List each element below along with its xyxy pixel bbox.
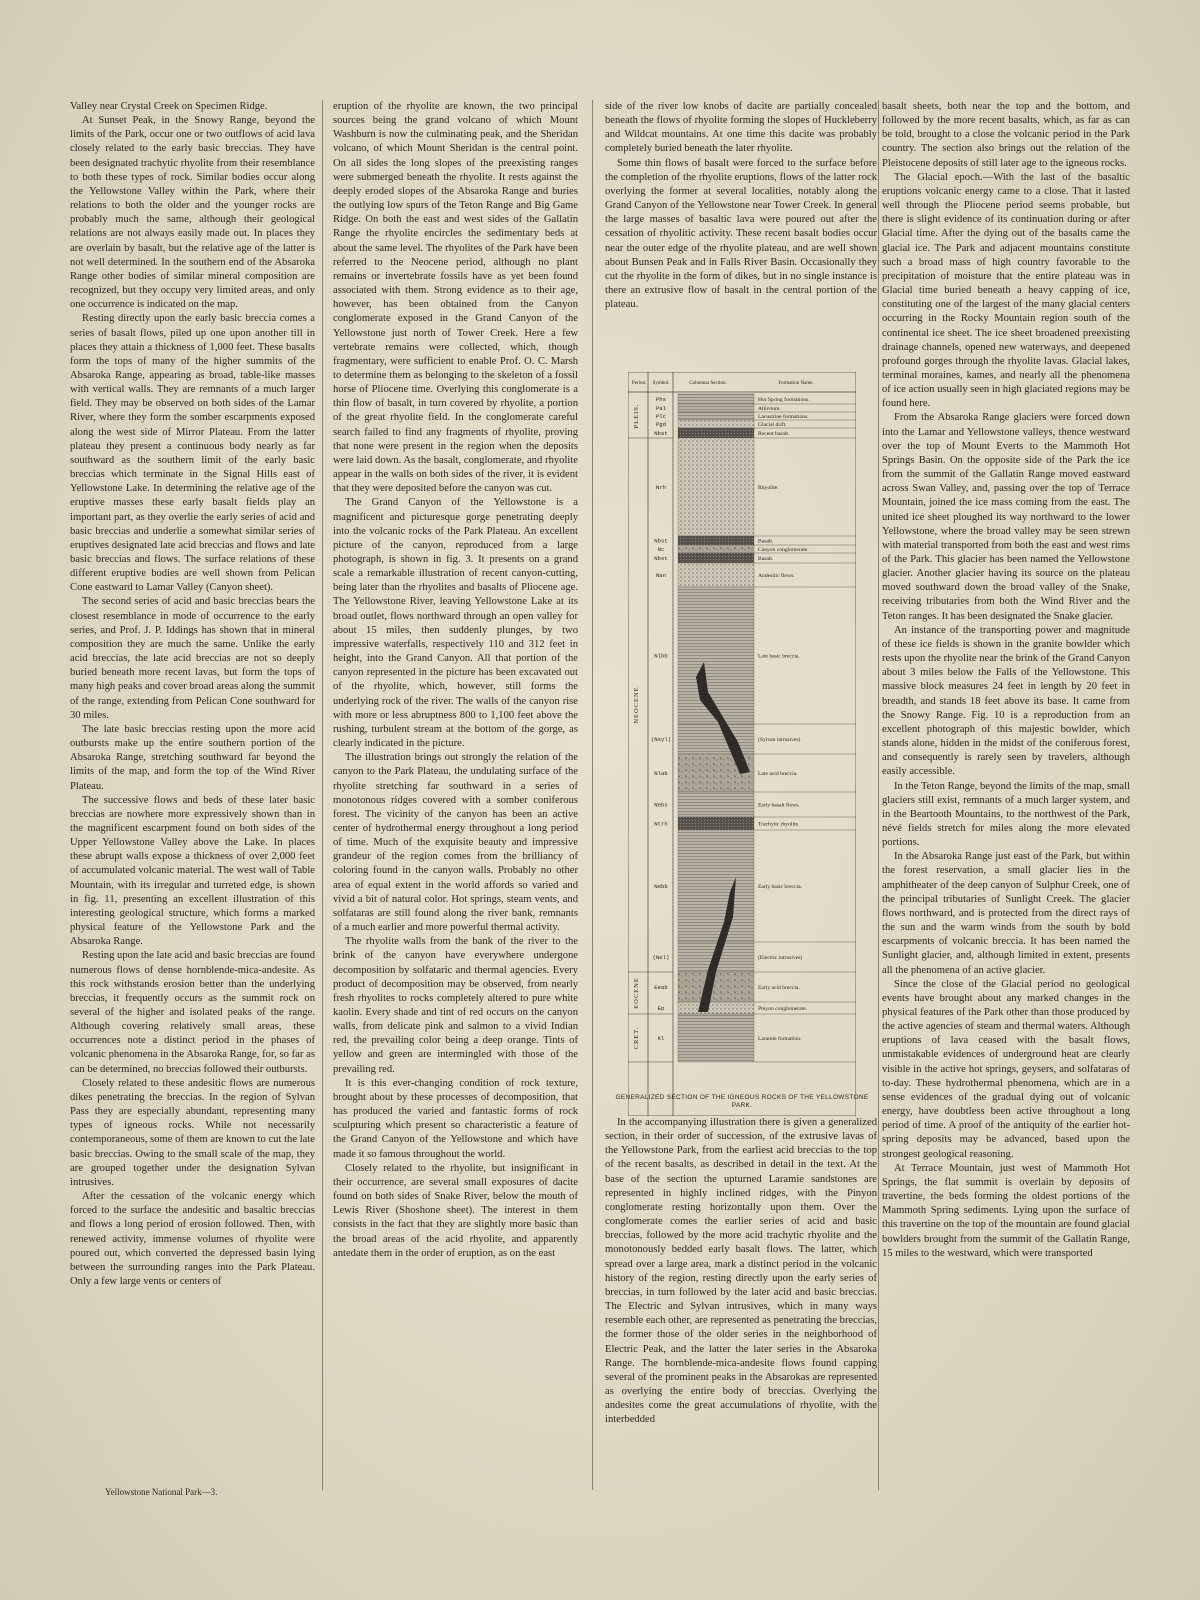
formation-name: Basalt. [758, 538, 774, 545]
paragraph: Resting directly upon the early basic breccia comes a series of basalt flows, piled up one upon another till in places they attain a thickness of 1,000 feet. These basalts form the tops of many of the higher summits of the Absaroka Range, appearing as broad, table-like masses with vertical walls. They are remnants of a much larger field. They may be observed on both sides of the Lamar River, where they form the somber escarpments exposed along the west side of Mirror Plateau. From the latter plateau they present a continuous body nearly as far southward as the southern limit of the early basic breccias which terminate in the Signal Hills east of Yellowstone Lake. In determining the relative age of the eruptive masses these early basalt fields play an important part, as they overlie the early series of acid and basic breccias and underlie a somewhat similar series of eruptives designated late acid breccias and flows and late basic breccias and flows. The surface relations of these different eruptive bodies are well shown from Pelican Cone eastward to Lamar Valley (Canyon sheet). [70, 313, 315, 594]
formation-name: Canyon conglomerate. [758, 547, 809, 553]
column-rule [592, 100, 593, 1490]
paragraph: The Grand Canyon of the Yellowstone is a magnificent and picturesque gorge penetrating deeply into the volcanic rocks of the Park Plateau. An excellent picture of the canyon, reproduced from a large photograph, is shown in fig. 3. It presents on a grand scale a remarkable illustration of recent canyon-cutting, being later than the rhyolites and basalts of Pliocene age. The Yellowstone River, leaving Yellowstone Lake at its broad outlet, flows northward through an open valley for about 15 miles, then suddenly plunges, by two impressive waterfalls, respectively 110 and 312 feet in height, into the Grand Canyon. All that portion of the canyon represented in the picture has been excavated out of the rhyolite, which, however, still forms the underlying rock of the river. The walls of the canyon rise with more or less abruptness 800 to 1,100 feet above the rushing, turbulent stream at the bottom of the gorge, as clearly indicated in the picture. [333, 497, 578, 750]
paragraph: In the Absaroka Range just east of the Park, but within the forest reservation, a small glacier lies in the amphitheater of the deep canyon of Sulphur Creek, one of the principal tributaries of Sunlight Creek. The glacier flows northward, and is protected from the direct rays of the sun and the warm winds from the south by bold escarpments of volcanic breccia. It has been named the Sunlight glacier, and, although limited in extent, presents all the phenomena of an active glacier. [882, 851, 1130, 976]
paragraph: The second series of acid and basic breccias bears the closest resemblance in mode of occurrence to the early series, and Prof. J. P. Iddings has shown that in mineral composition they are much the same. Unlike the early acid breccias, the late acid breccias are not so deeply buried beneath more recent lavas, but form the tops of many high peaks and cover broad areas along the summit of the range, extending from Pelican Cone southward for 30 miles. [70, 596, 315, 721]
section-layer [678, 724, 754, 754]
section-layer [678, 792, 754, 817]
formation-symbol: Nebb [654, 883, 668, 890]
formation-name: Trachytic rhyolite. [758, 821, 800, 828]
paragraph: The illustration brings out strongly the relation of the canyon to the Park Plateau, the undulating surface of the rhyolite stretching far southward in a series of monotonous ridges covered with a somber coniferous forest. The vicinity of the canyon has been an active center of hydrothermal energy throughout a long period of time. Much of the exquisite beauty and impressive grandeur of the region comes from the brilliancy of coloring found in the canyon walls. Probably no other area of equal extent in the world affords so varied and vivid a bit of natural color. Hot springs, steam vents, and solfataras are still found along the river bank, remnants of a much earlier and more powerful thermal activity. [333, 752, 578, 934]
formation-name: Laramie formation. [758, 1036, 802, 1042]
formation-name: Late basic breccia. [758, 653, 800, 660]
formation-name: Hot Spring formations. [758, 397, 810, 403]
section-layer [678, 545, 754, 553]
paragraph: Closely related to the rhyolite, but insignificant in their occurrence, are several small exposures of dacite found on both sides of Snake River, below the mouth of Lewis River (Shoshone sheet). The interest in them consists in the fact that they are slightly more basic than the broad areas of the acid rhyolite, and apparently antedate them in the order of eruption, as on the east [333, 1162, 578, 1259]
period-label: NEOCENE [633, 686, 640, 724]
formation-name: Early basalt flows. [758, 802, 800, 809]
paragraph: In the Teton Range, beyond the limits of the map, small glaciers still exist, remnants of a much larger system, and in the Beartooth Mountains, to the northwest of the Park, névé fields stretch for miles along the more elevated portions. [882, 780, 1130, 849]
formation-symbol: Nbst [654, 430, 668, 437]
period-label: PLEIS. [633, 403, 640, 429]
paragraph: The successive flows and beds of these later basic breccias are nowhere more expressively shown than in the magnificent escarpment found on both sides of the Upper Yellowstone Valley above the Lake. In places these abrupt walls expose a thickness of over 2,000 feet of accumulated volcanic material. The west wall of Table Mountain, with its irregular and turreted edge, is shown in fig. 11, presenting an excellent illustration of this interesting geological structure, which forms a marked physical feature of the Yellowstone Park and the Absaroka Range. [70, 794, 315, 948]
section-layer [678, 428, 754, 438]
formation-symbol: Nebs [654, 801, 668, 809]
section-layer [678, 404, 754, 412]
paragraph: In the accompanying illustration there is given a generalized section, in their order of succession, of the extrusive lavas of the Yellowstone Park, from the earliest acid breccias to the top of the recent basalts, as described in detail in the text. At the base of the section the upturned Laramie sandstones are represented in highly inclined ridges, with the Pinyon conglomerate resting horizontally upon them. Over the conglomerate comes the earlier series of acid and basic breccias, followed by the more acid trachytic rhyolite and the monotonously bedded early basalt flows. The latter, which spread over a large area, mark a distinct period in the volcanic history of the region, resting directly upon the early series of breccias, in turn followed by the later acid and basic breccias. The Electric and Sylvan intrusives, which in many ways resemble each other, are represented as penetrating the breccias, the former those of the older series in the neighborhood of Electric Peak, and the latter the later series in the Absaroka Range. The hornblende-mica-andesite flows found capping several of the prominent peaks in the Absarokas are represented as overlying the entire body of breccias. Overlying the andesites come the great accumulations of rhyolite, with the interbedded [605, 1117, 877, 1426]
paragraph: After the cessation of the volcanic energy which forced to the surface the andesitic and basaltic breccias and flows a long period of erosion followed. Then, with renewed activity, immense volumes of rhyolite were poured out, which converted the depressed basin lying between the surrounding ranges into the Park Plateau. Only a few large vents or centers of [70, 1191, 315, 1287]
formation-symbol: Ep [657, 1005, 665, 1012]
section-layer [678, 563, 754, 587]
paragraph: basalt sheets, both near the top and the bottom, and followed by the more recent basalts, which, as far as can be told, brought to a close the volcanic period in the Park country. The section also brings out the relation of the Pleistocene deposits of still later age to the igneous rocks. [882, 101, 1130, 169]
period-label: CRET. [633, 1026, 640, 1050]
section-layer [678, 1002, 754, 1014]
section-layer [678, 1014, 754, 1062]
paragraph: eruption of the rhyolite are known, the two principal sources being the grand volcano of which Mount Washburn is now the culminating peak, and the Sheridan volcano, of which Mount Sheridan is the central point. On all sides the long slopes of the preexisting ranges were submerged beneath the rhyolite. It rests against the deeply eroded slopes of the Absaroka Range and buries the outlying low spurs of the Teton Range and Big Game Ridge. On both the east and west sides of the Gallatin Range the rhyolite encircles the sedimentary beds at about the same level. The rhyolites of the Park have been referred to the Neocene period, although no plant remains or invertebrate fossils have as yet been found associated with them. Strong evidence as to their age, however, has been obtained from the Canyon conglomerate exposed in the Grand Canyon of the Yellowstone just north of Tower Creek. Here a few vertebrate remains were collected, which, though fragmentary, were sufficient to enable Prof. O. C. Marsh to determine them as belonging to the skeleton of a fossil horse of Pliocene time. Overlying this conglomerate is a thin flow of basalt, in turn covered by rhyolite, a portion of the great rhyolite field. In the conglomerate careful search failed to find any fragments of rhyolite, proving that none were present in the region when the deposits were laid down. As the basalt, conglomerate, and rhyolite appear in the walls on both sides of the river, it is evident that they were deposited before the canyon was cut. [333, 101, 578, 495]
text-column-4 [882, 100, 1130, 1500]
paragraph: From the Absaroka Range glaciers were forced down into the Lamar and Yellowstone valleys, thence westward over the top of Mount Everts to the Mammoth Hot Springs Basin. On the opposite side of the Park the ice from the summit of the Gallatin Range moved eastward across Swan Valley, and, passing over the top of Terrace Mountain, joined the ice mass coming from the east. The united ice sheet ploughed its way northward to the lower Yellowstone, where the broad valley may be seen strewn with material transported from both the east and west rims of the Park. This glacier has been named the Yellowstone glacier. Another glacier having its source on the plateau moved southward down the broad valley of the Snake, receiving tributaries from both the Wind River and the Teton ranges. It has been designated the Snake glacier. [882, 412, 1130, 622]
formation-symbol: Ntrh [654, 820, 668, 828]
formation-symbol: Nan [655, 572, 667, 579]
column-rule [322, 100, 323, 1490]
paragraph: The Glacial epoch.—With the last of the basaltic eruptions volcanic energy came to a close. That it lasted well through the Pliocene period seems probable, but there is slight evidence of its continuation during or after Glacial time. After the dying out of the basalts came the glacial ice. The Park and adjacent mountains constitute such a broad mass of high country favorable to the precipitation of moisture that the entire plateau was in Glacial time buried beneath a heavy capping of ice, constituting one of the largest of the many glacial centers occurring in the Rocky Mountain region south of the continental ice sheet. The ice sheet broadened preexisting drainage channels, opened new waterways, and deepened profound gorges through the rhyolite lavas. Glacial lakes, terminal moraines, kames, and nearly all the phenomena of ice action usually seen in high glaciated regions may be found here. [882, 171, 1130, 410]
section-layer [678, 394, 754, 404]
section-layer [678, 438, 754, 536]
period-label: EOCENE [633, 977, 640, 1009]
paragraph: The late basic breccias resting upon the more acid outbursts make up the entire southern portion of the Absaroka Range, stretching southward far beyond the limits of the map, and form the top of the Wind River Plateau. [70, 723, 315, 792]
page-footer: Yellowstone National Park—3. [105, 1487, 218, 1497]
formation-name: Glacial drift. [758, 422, 787, 428]
section-layer [678, 536, 754, 545]
figure-header-symbol: Symbol. [652, 381, 670, 386]
paragraph: At Terrace Mountain, just west of Mammoth Hot Springs, the flat summit is overlain by deposits of travertine, the beds forming the oldest portions of the Mammoth Spring sediments. Lying upon the surface of this travertine on the top of the mountain are found glacial bowlders brought from the summit of the Gallatin Range, 15 miles to the westward, which were transported [882, 1162, 1130, 1259]
formation-name: Basalt. [758, 556, 774, 562]
formation-symbol: Nbst [654, 537, 668, 545]
formation-symbol: (Nsyl) [650, 736, 672, 743]
formation-symbol: Nbst [654, 555, 668, 562]
section-layer [678, 553, 754, 563]
formation-symbol: (Nel) [652, 954, 670, 961]
generalized-section-figure [628, 372, 856, 1116]
section-layer [678, 420, 754, 428]
paragraph: side of the river low knobs of dacite are partially concealed beneath the flows of rhyolite forming the slopes of Huckleberry and Wildcat mountains. At one time this dacite was probably completely buried beneath the later rhyolite. [605, 101, 877, 155]
formation-symbol: Kl [657, 1035, 665, 1042]
formation-symbol: Nlab [654, 770, 668, 777]
paragraph: Resting upon the late acid and basic breccias are found numerous flows of dense hornblende-mica-andesite. As this rock withstands erosion better than the underlying breccias, it frequently occurs as the summit rock on several of the higher and isolated peaks of the range. Although covering relatively small areas, these occurrences note a distinct period in the phases of volcanic phenomena in the Absaroka Range, for, so far as can be determined, no breccias followed their outbursts. [70, 950, 315, 1075]
paragraph: It is this ever-changing condition of rock texture, brought about by these processes of decomposition, that has produced the varied and fantastic forms of rock sculpturing which present so characteristic a feature of the Grand Canyon of the Yellowstone and which have made it so famous throughout the world. [333, 1077, 578, 1160]
formation-name: Rhyolite. [758, 485, 779, 491]
formation-name: (Electric intrusives) [758, 955, 803, 961]
section-layer [678, 587, 754, 724]
text-column-2 [333, 100, 578, 1500]
figure-header-column: Columnar Section. [689, 381, 727, 386]
text-column-3-continued [605, 1116, 877, 1427]
formation-symbol: Pgd [655, 421, 667, 428]
formation-name: Recent basalt. [758, 431, 790, 437]
formation-symbol: Phs [655, 396, 667, 403]
figure-header-period: Period. [632, 381, 647, 386]
formation-name: (Sylvan intrusives) [758, 737, 801, 743]
paragraph: The rhyolite walls from the bank of the river to the brink of the canyon have everywhere undergone decomposition by solfataric and thermal agencies. Every product of decomposition may be observed, from nearly fresh rhyolites to rocks completely altered to pure white kaolin. Every shade and tint of red occurs on the canyon walls, from delicate pink and salmon to a vivid Indian red, the prevailing color being a deep orange. Tints of yellow and green are intermingled with those of the prevailing red. [333, 936, 578, 1075]
formation-name: Late acid breccia. [758, 771, 798, 777]
text-column-3 [605, 100, 877, 375]
formation-name: Andesitic flows. [758, 573, 795, 579]
paragraph: Some thin flows of basalt were forced to the surface before the completion of the rhyolite eruptions, flows of the latter rock overlying the former at several localities, notably along the Grand Canyon of the Yellowstone near Tower Creek. In general the large masses of basaltic lava were poured out after the cessation of rhyolitic activity. These recent basalt bodies occur near the outer edge of the rhyolite plateau, and are well shown about Bunsen Peak and in Falls River Basin. Occasionally they cut the rhyolite in the form of dikes, but in no single instance is there an extrusive flow of basalt in the central portion of the plateau. [605, 157, 877, 311]
section-layer [678, 817, 754, 830]
column-rule [878, 100, 879, 1490]
paragraph: An instance of the transporting power and magnitude of these ice fields is shown in the granite bowlder which rests upon the rhyolite near the brink of the Grand Canyon about 3 miles below the Falls of the Yellowstone. This massive block measures 24 feet in length by 20 feet in breadth, and stands 18 feet above its base. It came from the Snowy Range. Fig. 10 is a reproduction from an excellent photograph of this majestic bowlder, which stands alone, hidden in the midst of the coniferous forest, and consequently is rarely seen by travelers, although easily accessible. [882, 624, 1130, 778]
formation-symbol: Nc [657, 546, 665, 553]
formation-name: Pinyon conglomerate. [758, 1006, 808, 1012]
formation-name: Early basic breccia. [758, 884, 802, 890]
section-layer [678, 972, 754, 1002]
formation-symbol: Pal [655, 405, 667, 412]
formation-name: Alluvium. [758, 406, 781, 412]
text-column-1 [70, 100, 315, 1500]
formation-name: Lacustrine formations. [758, 414, 809, 420]
figure-caption: GENERALIZED SECTION OF THE IGNEOUS ROCKS OF THE YELLOWSTONE PARK. [615, 1094, 869, 1109]
formation-name: Early acid breccia. [758, 985, 800, 991]
formation-symbol: Plc [655, 413, 667, 420]
section-layer [678, 412, 754, 420]
paragraph: At Sunset Peak, in the Snowy Range, beyond the limits of the Park, occur one or two outflows of acid lava closely related to the early basic breccias. They have been designated trachytic rhyolite from their resemblance to both these types of rock. Similar bodies occur along the Yellowstone Valley within the Park, where their relations to both the older and the younger rocks are probably much the same, although their geological relations are not always easily made out. In places they are overlain by basalt, but the relative age of the latter is not well determined. In the southern end of the Absaroka Range other bodies of similar mineral composition are recognized, but they occupy very limited areas, and only one occurrence is indicated on the map. [70, 115, 315, 311]
formation-symbol: Eeab [654, 984, 668, 991]
paragraph: Valley near Crystal Creek on Specimen Ridge. [70, 101, 268, 112]
paragraph: Since the close of the Glacial period no geological events have brought about any marked changes in the physical features of the Park other than those produced by the active agencies of steam and thermal waters. Although eruptions of lava ceased with the basalt flows, unmistakable evidences of underground heat are clearly visible in the active hot springs, geysers, and solfataras of to-day. These hydrothermal phenomena, which are in a sense evidences of the gradual dying out of volcanic energy, have doubtless been active throughout a long period of time. A proof of the antiquity of the earlier hot-spring deposits may be advanced, based upon the strongest geological reasoning. [882, 978, 1130, 1160]
formation-symbol: Nrh [655, 484, 667, 491]
figure-header-name: Formation Name. [778, 381, 814, 386]
section-layer [678, 830, 754, 942]
formation-symbol: Nlbb [654, 652, 668, 660]
paragraph: Closely related to these andesitic flows are numerous dikes penetrating the breccias. In the region of Sylvan Pass they are especially abundant, representing many types of igneous rocks. While not necessarily contemporaneous, some of them are known to cut the late basic breccias. Owing to the small scale of the map, they are grouped together under the designation Sylvan intrusives. [70, 1077, 315, 1188]
